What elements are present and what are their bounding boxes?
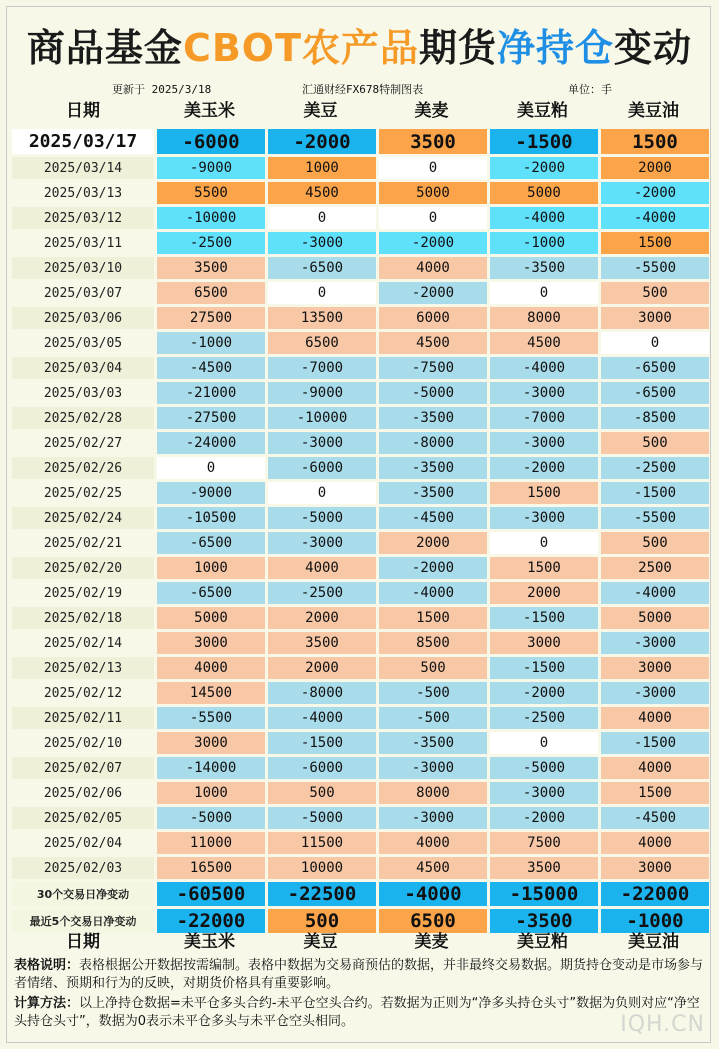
- table-row: [12, 282, 709, 304]
- cell-soy: -6000: [268, 457, 376, 479]
- table-row: [12, 182, 709, 204]
- watermark: IQH.CN: [620, 1012, 705, 1037]
- cell-oil: 1500: [601, 232, 709, 254]
- cell-meal: -2000: [490, 457, 598, 479]
- row-date: 2025/02/25: [12, 482, 154, 504]
- table-row: [12, 557, 709, 579]
- cell-corn: -9000: [157, 482, 265, 504]
- cell-soy: -5000: [268, 507, 376, 529]
- cell-meal: 0: [490, 282, 598, 304]
- description-text: 表格根据公开数据按需编制。表格中数据为交易商预估的数据，并非最终交易数据。期货持仓变动是市场参与者情绪、预期和行为的反映，对期货价格具有重要影响。: [14, 958, 704, 991]
- cell-soy: 500: [268, 782, 376, 804]
- cell-meal: 0: [490, 532, 598, 554]
- cell-wheat: -3500: [379, 732, 487, 754]
- row-date: 2025/02/28: [12, 407, 154, 429]
- summary-cell-corn: -22000: [157, 909, 265, 933]
- cell-meal: -1500: [490, 129, 598, 154]
- cell-soy: 11500: [268, 832, 376, 854]
- cell-meal: 0: [490, 732, 598, 754]
- cell-corn: -21000: [157, 382, 265, 404]
- table-row: [12, 632, 709, 654]
- cell-meal: -1000: [490, 232, 598, 254]
- cell-soy: 13500: [268, 307, 376, 329]
- col-footer-wheat: 美麦: [414, 932, 449, 952]
- cell-corn: 1000: [157, 557, 265, 579]
- row-date: 2025/02/03: [12, 857, 154, 879]
- cell-soy: 0: [268, 482, 376, 504]
- cell-soy: -5000: [268, 807, 376, 829]
- cell-corn: -6000: [157, 129, 265, 154]
- cell-meal: -3000: [490, 432, 598, 454]
- summary-cell-oil: -22000: [601, 882, 709, 906]
- col-footer-soy: 美豆: [303, 932, 338, 952]
- cell-meal: -2000: [490, 682, 598, 704]
- col-header-wheat: 美麦: [414, 101, 449, 121]
- cell-corn: 5000: [157, 607, 265, 629]
- row-date: 2025/02/04: [12, 832, 154, 854]
- cell-wheat: -500: [379, 707, 487, 729]
- table-row: [12, 257, 709, 279]
- cell-wheat: -7500: [379, 357, 487, 379]
- table-row: [12, 682, 709, 704]
- cell-wheat: 8000: [379, 782, 487, 804]
- cell-meal: 1500: [490, 557, 598, 579]
- table-row: [12, 707, 709, 729]
- cell-meal: 2000: [490, 582, 598, 604]
- cell-wheat: 8500: [379, 632, 487, 654]
- cell-oil: 2500: [601, 557, 709, 579]
- cell-oil: 5000: [601, 607, 709, 629]
- row-date: 2025/02/12: [12, 682, 154, 704]
- cell-wheat: -3000: [379, 807, 487, 829]
- cell-oil: 3000: [601, 307, 709, 329]
- table-row: [12, 207, 709, 229]
- cell-oil: -8500: [601, 407, 709, 429]
- description-label: 表格说明：: [14, 958, 80, 973]
- cell-corn: 3500: [157, 257, 265, 279]
- row-date: 2025/02/14: [12, 632, 154, 654]
- cell-corn: -6500: [157, 532, 265, 554]
- row-date: 2025/03/14: [12, 157, 154, 179]
- cell-soy: -1500: [268, 732, 376, 754]
- cell-wheat: -2000: [379, 282, 487, 304]
- cell-meal: -3000: [490, 382, 598, 404]
- cell-corn: 4000: [157, 657, 265, 679]
- table-row: [12, 357, 709, 379]
- cell-soy: -3000: [268, 532, 376, 554]
- table-row: [12, 407, 709, 429]
- col-footer-meal: 美豆粕: [517, 932, 568, 952]
- updated-label: 更新于 2025/3/18: [112, 83, 212, 96]
- col-footer-oil: 美豆油: [628, 932, 679, 952]
- col-header-meal: 美豆粕: [517, 101, 568, 121]
- row-date: 2025/02/26: [12, 457, 154, 479]
- cell-oil: 500: [601, 432, 709, 454]
- cell-soy: 2000: [268, 657, 376, 679]
- title-part-1: 商品基金: [26, 26, 183, 70]
- cell-meal: 5000: [490, 182, 598, 204]
- table-row: [12, 782, 709, 804]
- cell-meal: 1500: [490, 482, 598, 504]
- col-footer-corn: 美玉米: [184, 932, 235, 952]
- cell-corn: 5500: [157, 182, 265, 204]
- table-row: [12, 482, 709, 504]
- cell-wheat: 2000: [379, 532, 487, 554]
- cell-oil: -1500: [601, 482, 709, 504]
- cell-meal: 4500: [490, 332, 598, 354]
- table-row: [12, 457, 709, 479]
- row-date: 2025/03/11: [12, 232, 154, 254]
- cell-soy: 10000: [268, 857, 376, 879]
- table-row: [12, 307, 709, 329]
- page-title: [10, 18, 709, 78]
- cell-oil: -5500: [601, 257, 709, 279]
- cell-corn: -14000: [157, 757, 265, 779]
- row-date: 2025/03/07: [12, 282, 154, 304]
- cell-corn: 0: [157, 457, 265, 479]
- summary-row: [12, 909, 709, 933]
- title-part-2: CBOT农产品: [182, 26, 420, 70]
- table-row: [12, 432, 709, 454]
- summary-cell-soy: 500: [268, 909, 376, 933]
- cell-oil: 2000: [601, 157, 709, 179]
- row-date: 2025/02/07: [12, 757, 154, 779]
- cell-meal: -1500: [490, 607, 598, 629]
- row-date: 2025/02/24: [12, 507, 154, 529]
- cell-soy: -3000: [268, 432, 376, 454]
- table-row: [12, 232, 709, 254]
- cell-oil: 500: [601, 532, 709, 554]
- cell-meal: -2500: [490, 707, 598, 729]
- cell-wheat: -3000: [379, 757, 487, 779]
- cell-corn: -5500: [157, 707, 265, 729]
- cell-corn: -2500: [157, 232, 265, 254]
- row-date: 2025/03/10: [12, 257, 154, 279]
- title-part-5: 变动: [614, 26, 693, 70]
- col-header-corn: 美玉米: [184, 101, 235, 121]
- cell-oil: -2500: [601, 457, 709, 479]
- cell-oil: -6500: [601, 382, 709, 404]
- net-position-table: [12, 126, 709, 936]
- cell-soy: -9000: [268, 382, 376, 404]
- cell-oil: 1500: [601, 129, 709, 154]
- cell-soy: 4500: [268, 182, 376, 204]
- cell-soy: -4000: [268, 707, 376, 729]
- cell-corn: 1000: [157, 782, 265, 804]
- cell-wheat: -5000: [379, 382, 487, 404]
- cell-oil: -2000: [601, 182, 709, 204]
- unit-label: 单位：手: [568, 83, 612, 96]
- summary-cell-meal: -15000: [490, 882, 598, 906]
- summary-cell-soy: -22500: [268, 882, 376, 906]
- col-header-date: 日期: [66, 101, 100, 121]
- cell-meal: -7000: [490, 407, 598, 429]
- cell-oil: 0: [601, 332, 709, 354]
- header-row-bottom: [12, 931, 709, 953]
- calc-method: [14, 995, 704, 1031]
- cell-corn: -10500: [157, 507, 265, 529]
- summary-cell-wheat: 6500: [379, 909, 487, 933]
- row-date: 2025/02/20: [12, 557, 154, 579]
- cell-corn: -24000: [157, 432, 265, 454]
- cell-corn: 27500: [157, 307, 265, 329]
- cell-soy: 0: [268, 207, 376, 229]
- cell-corn: 3000: [157, 632, 265, 654]
- cell-soy: -6500: [268, 257, 376, 279]
- cell-wheat: 1500: [379, 607, 487, 629]
- cell-meal: -3500: [490, 257, 598, 279]
- cell-corn: 16500: [157, 857, 265, 879]
- cell-oil: 3000: [601, 657, 709, 679]
- cell-soy: -10000: [268, 407, 376, 429]
- cell-soy: 1000: [268, 157, 376, 179]
- table-row: [12, 382, 709, 404]
- cell-wheat: -3500: [379, 407, 487, 429]
- cell-oil: -5500: [601, 507, 709, 529]
- cell-corn: -27500: [157, 407, 265, 429]
- cell-soy: 3500: [268, 632, 376, 654]
- cell-corn: 3000: [157, 732, 265, 754]
- cell-soy: -2500: [268, 582, 376, 604]
- table-row: [12, 857, 709, 879]
- row-date: 2025/02/05: [12, 807, 154, 829]
- cell-corn: -9000: [157, 157, 265, 179]
- cell-meal: -4000: [490, 207, 598, 229]
- source-label: 汇通财经FX678特制图表: [302, 83, 424, 96]
- cell-wheat: -3500: [379, 482, 487, 504]
- table-row: [12, 807, 709, 829]
- row-date: 2025/02/19: [12, 582, 154, 604]
- cell-meal: -5000: [490, 757, 598, 779]
- cell-oil: 4000: [601, 707, 709, 729]
- row-date: 2025/03/05: [12, 332, 154, 354]
- col-footer-date: 日期: [66, 932, 100, 952]
- cell-oil: 4000: [601, 832, 709, 854]
- table-row: [12, 532, 709, 554]
- cell-wheat: 500: [379, 657, 487, 679]
- cell-oil: 3000: [601, 857, 709, 879]
- row-date: 2025/02/11: [12, 707, 154, 729]
- table-row: [12, 507, 709, 529]
- title-part-3: 期货: [419, 26, 498, 70]
- cell-wheat: 4000: [379, 832, 487, 854]
- cell-soy: -3000: [268, 232, 376, 254]
- cell-oil: -1500: [601, 732, 709, 754]
- cell-wheat: -8000: [379, 432, 487, 454]
- cell-oil: 500: [601, 282, 709, 304]
- cell-meal: 3000: [490, 632, 598, 654]
- cell-oil: -4000: [601, 582, 709, 604]
- cell-corn: -5000: [157, 807, 265, 829]
- cell-soy: -2000: [268, 129, 376, 154]
- table-row: [12, 129, 709, 154]
- cell-wheat: -3500: [379, 457, 487, 479]
- cell-corn: -4500: [157, 357, 265, 379]
- row-date: 2025/02/13: [12, 657, 154, 679]
- cell-meal: 7500: [490, 832, 598, 854]
- cell-meal: -4000: [490, 357, 598, 379]
- calc-label: 计算方法：: [14, 996, 80, 1011]
- table-row: [12, 757, 709, 779]
- cell-wheat: -4500: [379, 507, 487, 529]
- row-date: 2025/02/06: [12, 782, 154, 804]
- cell-meal: -1500: [490, 657, 598, 679]
- table-description: [14, 957, 704, 993]
- cell-oil: -4000: [601, 207, 709, 229]
- cell-soy: -8000: [268, 682, 376, 704]
- cell-wheat: -2000: [379, 232, 487, 254]
- cell-soy: 0: [268, 282, 376, 304]
- cell-wheat: 4500: [379, 857, 487, 879]
- cell-wheat: 4500: [379, 332, 487, 354]
- cell-oil: -6500: [601, 357, 709, 379]
- summary-cell-wheat: -4000: [379, 882, 487, 906]
- row-date: 2025/02/18: [12, 607, 154, 629]
- summary-cell-oil: -1000: [601, 909, 709, 933]
- row-date: 2025/03/04: [12, 357, 154, 379]
- col-header-oil: 美豆油: [628, 101, 679, 121]
- cell-wheat: -500: [379, 682, 487, 704]
- summary-cell-meal: -3500: [490, 909, 598, 933]
- cell-soy: -7000: [268, 357, 376, 379]
- table-row: [12, 832, 709, 854]
- header-row-top: [12, 100, 709, 122]
- cell-meal: -3000: [490, 507, 598, 529]
- cell-meal: 3500: [490, 857, 598, 879]
- cell-meal: -3000: [490, 782, 598, 804]
- cell-meal: -2000: [490, 157, 598, 179]
- cell-corn: 6500: [157, 282, 265, 304]
- summary-label: 最近5个交易日净变动: [12, 909, 154, 933]
- table-row: [12, 157, 709, 179]
- summary-row: [12, 882, 709, 906]
- table-row: [12, 582, 709, 604]
- cell-wheat: 0: [379, 207, 487, 229]
- cell-wheat: 0: [379, 157, 487, 179]
- cell-oil: -3000: [601, 682, 709, 704]
- cell-oil: 1500: [601, 782, 709, 804]
- summary-cell-corn: -60500: [157, 882, 265, 906]
- cell-corn: 14500: [157, 682, 265, 704]
- table-row: [12, 732, 709, 754]
- cell-corn: -10000: [157, 207, 265, 229]
- table-row: [12, 657, 709, 679]
- row-date: 2025/02/21: [12, 532, 154, 554]
- summary-label: 30个交易日净变动: [12, 882, 154, 906]
- row-date: 2025/03/13: [12, 182, 154, 204]
- cell-soy: 2000: [268, 607, 376, 629]
- cell-meal: -2000: [490, 807, 598, 829]
- cell-wheat: 4000: [379, 257, 487, 279]
- cell-soy: -6000: [268, 757, 376, 779]
- title-part-4: 净持仓: [497, 26, 615, 70]
- cell-wheat: 3500: [379, 129, 487, 154]
- cell-oil: 4000: [601, 757, 709, 779]
- row-date: 2025/03/17: [12, 129, 154, 154]
- cell-soy: 4000: [268, 557, 376, 579]
- row-date: 2025/03/12: [12, 207, 154, 229]
- cell-wheat: -4000: [379, 582, 487, 604]
- row-date: 2025/03/03: [12, 382, 154, 404]
- row-date: 2025/03/06: [12, 307, 154, 329]
- cell-meal: 8000: [490, 307, 598, 329]
- calc-text: 以上净持仓数据=未平仓多头合约-未平仓空头合约。若数据为正则为“净多头持仓头寸”数据为负则对应“净空头持仓头寸”，数据为0表示未平仓多头与未平仓空头相同。: [14, 996, 700, 1029]
- cell-wheat: 6000: [379, 307, 487, 329]
- cell-soy: 6500: [268, 332, 376, 354]
- cell-wheat: 5000: [379, 182, 487, 204]
- table-row: [12, 332, 709, 354]
- row-date: 2025/02/27: [12, 432, 154, 454]
- row-date: 2025/02/10: [12, 732, 154, 754]
- cell-corn: -1000: [157, 332, 265, 354]
- cell-corn: -6500: [157, 582, 265, 604]
- col-header-soy: 美豆: [303, 101, 338, 121]
- cell-oil: -3000: [601, 632, 709, 654]
- cell-oil: -4500: [601, 807, 709, 829]
- cell-wheat: -2000: [379, 557, 487, 579]
- cell-corn: 11000: [157, 832, 265, 854]
- table-row: [12, 607, 709, 629]
